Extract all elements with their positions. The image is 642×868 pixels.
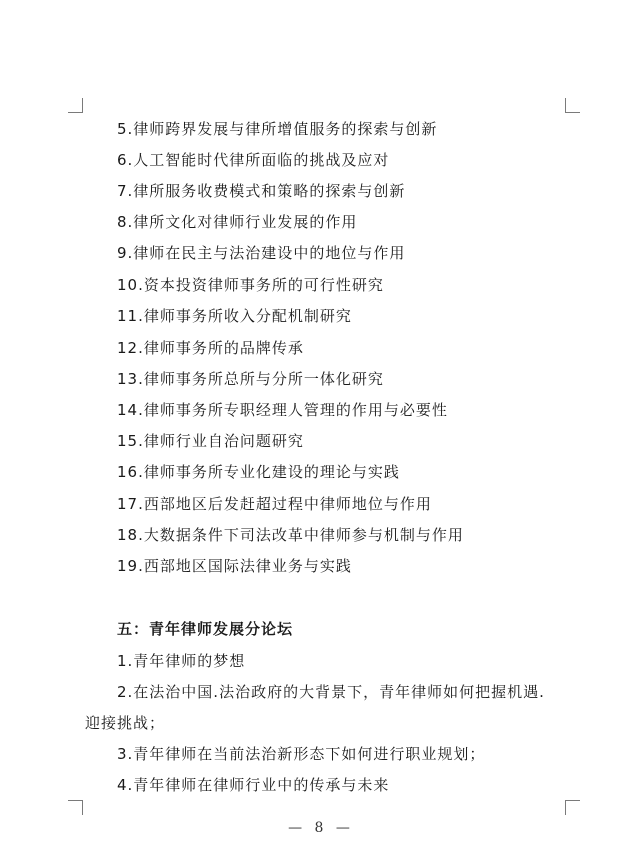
section-item: 3.青年律师在当前法治新形态下如何进行职业规划； (117, 745, 486, 763)
section-item: 2.在法治中国.法治政府的大背景下，青年律师如何把握机遇. (117, 683, 545, 701)
section-item: 4.青年律师在律师行业中的传承与未来 (117, 776, 390, 794)
crop-mark-bottom-right (565, 800, 580, 815)
list-item: 16.律师事务所专业化建设的理论与实践 (117, 463, 400, 481)
section-item-continuation: 迎接挑战； (85, 714, 166, 732)
list-item: 13.律师事务所总所与分所一体化研究 (117, 370, 384, 388)
list-item: 17.西部地区后发赶超过程中律师地位与作用 (117, 495, 432, 513)
list-item: 18.大数据条件下司法改革中律师参与机制与作用 (117, 526, 464, 544)
crop-mark-bottom-left (68, 800, 83, 815)
list-item: 11.律师事务所收入分配机制研究 (117, 307, 352, 325)
list-item: 15.律师行业自治问题研究 (117, 432, 304, 450)
section-heading: 五：青年律师发展分论坛 (117, 620, 294, 638)
crop-mark-top-right (565, 98, 580, 113)
list-item: 12.律师事务所的品牌传承 (117, 339, 304, 357)
list-item: 8.律所文化对律师行业发展的作用 (117, 213, 358, 231)
list-item: 14.律师事务所专职经理人管理的作用与必要性 (117, 401, 448, 419)
section-item: 1.青年律师的梦想 (117, 652, 246, 670)
list-item: 7.律所服务收费模式和策略的探索与创新 (117, 182, 406, 200)
list-item: 9.律师在民主与法治建设中的地位与作用 (117, 244, 406, 262)
list-item: 10.资本投资律师事务所的可行性研究 (117, 276, 384, 294)
list-item: 6.人工智能时代律所面临的挑战及应对 (117, 151, 390, 169)
crop-mark-top-left (68, 98, 83, 113)
page-number: — 8 — (288, 820, 354, 836)
list-item: 5.律师跨界发展与律所增值服务的探索与创新 (117, 120, 438, 138)
list-item: 19.西部地区国际法律业务与实践 (117, 557, 352, 575)
